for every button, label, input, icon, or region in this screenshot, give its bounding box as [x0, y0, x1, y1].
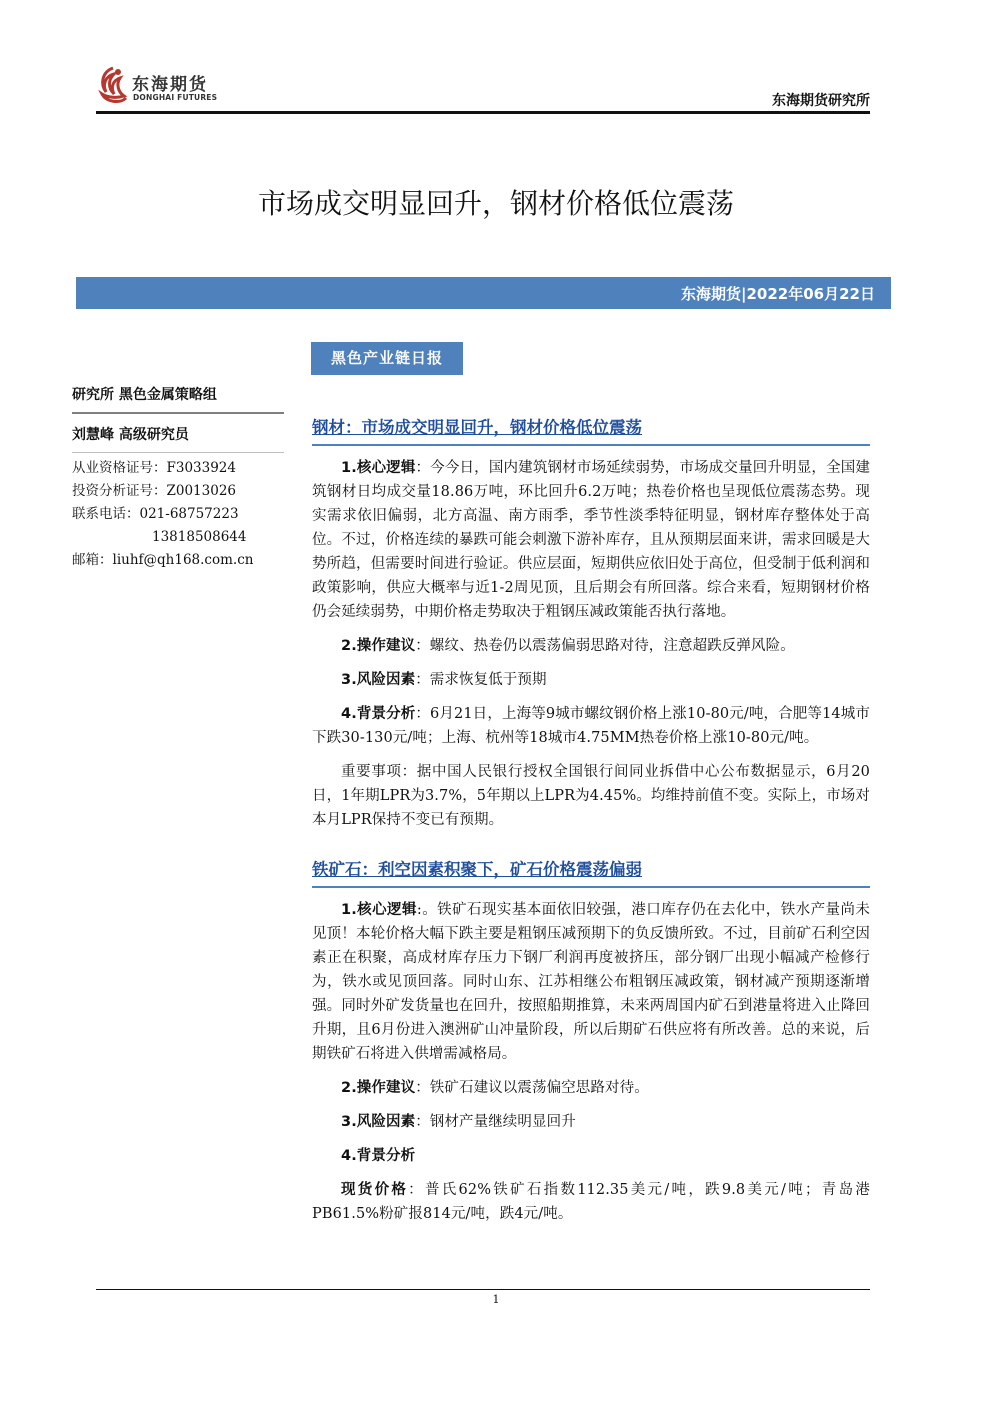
- para-text: ：普氏62%铁矿石指数112.35美元/吨，跌9.8美元/吨；青岛港PB61.5%粉矿报814元/吨，跌4元/吨。: [312, 1182, 870, 1222]
- para-label: 1.核心逻辑: [341, 460, 416, 476]
- paragraph: [312, 1110, 870, 1134]
- section-divider: [312, 886, 870, 888]
- company-logo: [96, 64, 236, 108]
- para-text: ：6月21日，上海等9城市螺纹钢价格上涨10-80元/吨，合肥等14城市下跌30-130元/吨；上海、杭州等18城市4.75MM热卷价格上涨10-80元/吨。: [312, 706, 870, 746]
- footer-divider: [96, 1289, 870, 1290]
- paragraph: [312, 456, 870, 624]
- main-content: [312, 414, 870, 1236]
- para-label: 2.操作建议: [341, 638, 416, 654]
- para-text: ：螺纹、热卷仍以震荡偏弱思路对待，注意超跌反弹风险。: [415, 638, 795, 654]
- author-name: 刘慧峰 高级研究员: [72, 427, 189, 443]
- section-title-steel: 钢材：市场成交明显回升，钢材价格低位震荡: [312, 418, 642, 437]
- para-label: 现货价格: [341, 1182, 409, 1198]
- paragraph: [312, 634, 870, 658]
- section-title-ore: 铁矿石：利空因素积聚下，矿石价格震荡偏弱: [312, 860, 642, 879]
- analyst-number: 投资分析证号：Z0013026: [72, 483, 237, 499]
- phone-number: 联系电话：021-68757223: [72, 506, 239, 522]
- para-text: ：需求恢复低于预期: [415, 672, 547, 688]
- report-category-tag: 黑色产业链日报: [311, 342, 463, 375]
- para-label: 4.背景分析: [341, 1148, 416, 1164]
- paragraph: [312, 898, 870, 1066]
- para-label: 4.背景分析: [341, 706, 416, 722]
- header-institute: 东海期货研究所: [772, 93, 870, 109]
- para-label: 2.操作建议: [341, 1080, 416, 1096]
- email-address: 邮箱：liuhf@qh168.com.cn: [72, 552, 254, 568]
- section-divider: [312, 444, 870, 446]
- date-banner: [76, 277, 891, 309]
- logo-text-cn: 东海期货: [132, 75, 208, 95]
- qualification-number: 从业资格证号：F3033924: [72, 460, 236, 476]
- para-text: :。铁矿石现实基本面依旧较强，港口库存仍在去化中，铁水产量尚未见顶！本轮价格大幅下跌主要是粗钢压减预期下的负反馈所致。不过，目前矿石利空因素正在积聚，高成材库存压力下钢厂利润再度被挤压，部分钢厂出现小幅减产检修行为，铁水或见顶回落。同时山东、江苏相继公布粗钢压减政策，钢材减产预期逐渐增强。同时外矿发货量也在回升，按照船期推算，未来两周国内矿石到港量将进入止降回升期，且6月份进入澳洲矿山冲量阶段，所以后期矿石供应将有所改善。总的来说，后期铁矿石将进入供增需减格局。: [312, 902, 870, 1062]
- para-label: 3.风险因素: [341, 1114, 416, 1130]
- para-label: 1.核心逻辑: [341, 902, 417, 918]
- logo-emblem-icon: [96, 64, 130, 108]
- paragraph: [312, 1178, 870, 1226]
- author-sidebar: [72, 380, 284, 572]
- paragraph: [312, 668, 870, 692]
- mobile-number: 13818508644: [152, 529, 247, 545]
- paragraph: [312, 702, 870, 750]
- logo-text-en: DONGHAI FUTURES: [133, 93, 218, 102]
- report-title: 市场成交明显回升，钢材价格低位震荡: [257, 187, 734, 220]
- para-label: 3.风险因素: [341, 672, 416, 688]
- team-name: 研究所 黑色金属策略组: [72, 387, 217, 403]
- para-text: ：钢材产量继续明显回升: [415, 1114, 576, 1130]
- paragraph: [312, 760, 870, 832]
- page-number: 1: [492, 1293, 500, 1306]
- para-text: 重要事项：据中国人民银行授权全国银行间同业拆借中心公布数据显示，6月20日，1年期LPR为3.7%，5年期以上LPR为4.45%。均维持前值不变。实际上，市场对本月LPR保持不变已有预期。: [312, 764, 870, 828]
- report-date: 东海期货|2022年06月22日: [681, 285, 875, 303]
- paragraph: [312, 1076, 870, 1100]
- para-text: ：今今日，国内建筑钢材市场延续弱势，市场成交量回升明显，全国建筑钢材日均成交量18.86万吨，环比回升6.2万吨；热卷价格也呈现低位震荡态势。现实需求依旧偏弱，北方高温、南方雨季，季节性淡季特征明显，钢材库存整体处于高位。不过，价格连续的暴跌可能会刺激下游补库存，且从预期层面来讲，需求回暖是大势所趋，但需要时间进行验证。供应层面，短期供应依旧处于高位，但受制于低利润和政策影响，供应大概率与近1-2周见顶，且后期会有所回落。综合来看，短期钢材价格仍会延续弱势，中期价格走势取决于粗钢压减政策能否执行落地。: [312, 460, 870, 620]
- header-divider: [96, 111, 870, 114]
- paragraph: [312, 1144, 870, 1168]
- para-text: ：铁矿石建议以震荡偏空思路对待。: [415, 1080, 649, 1096]
